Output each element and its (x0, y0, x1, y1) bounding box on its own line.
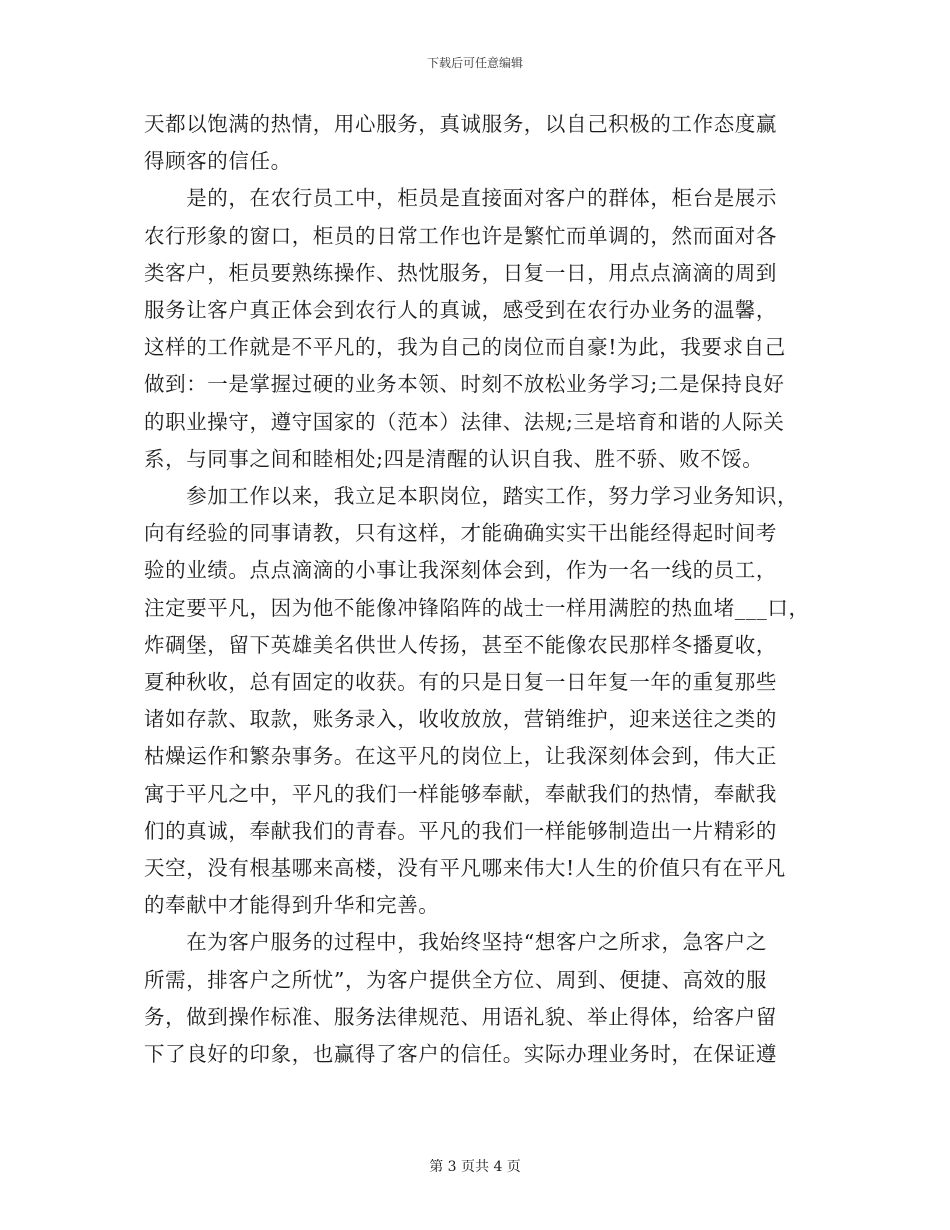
text-line: 的职业操守，遵守国家的（范本）法律、法规;三是培育和谐的人际关 (144, 409, 785, 434)
text-line: 向有经验的同事请教，只有这样，才能确确实实干出能经得起时间考 (144, 521, 777, 546)
text-line: 夏种秋收，总有固定的收获。有的只是日复一日年复一年的重复那些 (144, 670, 777, 695)
text-line: 农行形象的窗口，柜员的日常工作也许是繁忙而单调的，然而面对各 (144, 223, 777, 248)
text-line: 天空，没有根基哪来高楼，没有平凡哪来伟大!人生的价值只有在平凡 (144, 856, 786, 881)
document-body (144, 106, 810, 1073)
text-line: 枯燥运作和繁杂事务。在这平凡的岗位上，让我深刻体会到，伟大正 (144, 744, 777, 769)
text-line: 得顾客的信任。 (144, 149, 292, 174)
page-header: 下载后可任意编辑 (426, 56, 523, 70)
text-line: 们的真诚，奉献我们的青春。平凡的我们一样能够制造出一片精彩的 (144, 818, 777, 843)
text-line: 炸碉堡，留下英雄美名供世人传扬，甚至不能像农民那样冬播夏收， (144, 632, 777, 657)
text-line: 系，与同事之间和睦相处;四是清醒的认识自我、胜不骄、败不馁。 (144, 446, 764, 471)
text-line: 务，做到操作标准、服务法律规范、用语礼貌、举止得体，给客户留 (144, 1004, 777, 1029)
text-line: 验的业绩。点点滴滴的小事让我深刻体会到，作为一名一线的员工， (144, 558, 777, 583)
text-line: 的奉献中才能得到升华和完善。 (144, 893, 440, 918)
text-line: 寓于平凡之中，平凡的我们一样能够奉献，奉献我们的热情，奉献我 (144, 781, 777, 806)
text-line: 做到：一是掌握过硬的业务本领、时刻不放松业务学习;二是保持良好 (144, 372, 785, 397)
text-line: 注定要平凡，因为他不能像冲锋陷阵的战士一样用满腔的热血堵___口， (144, 595, 810, 620)
text-line: 所需，排客户之所忧”，为客户提供全方位、周到、便捷、高效的服 (144, 967, 767, 992)
page-number: 第 3 页共 4 页 (429, 1159, 521, 1175)
text-line: 服务让客户真正体会到农行人的真诚，感受到在农行办业务的温馨， (144, 298, 777, 323)
text-line: 诸如存款、取款，账务录入，收收放放，营销维护，迎来送往之类的 (144, 707, 777, 732)
text-line: 天都以饱满的热情，用心服务，真诚服务，以自己积极的工作态度赢 (144, 112, 777, 136)
text-line: 是的，在农行员工中，柜员是直接面对客户的群体，柜台是展示 (144, 186, 777, 211)
text-line: 在为客户服务的过程中，我始终坚持“想客户之所求，急客户之 (144, 930, 767, 955)
text-line: 类客户，柜员要熟练操作、热忱服务，日复一日，用点点滴滴的周到 (144, 260, 777, 285)
text-line: 参加工作以来，我立足本职岗位，踏实工作，努力学习业务知识， (144, 484, 799, 509)
text-line: 下了良好的印象，也赢得了客户的信任。实际办理业务时，在保证遵 (144, 1042, 777, 1067)
text-line: 这样的工作就是不平凡的，我为自己的岗位而自豪!为此，我要求自己 (144, 335, 786, 360)
